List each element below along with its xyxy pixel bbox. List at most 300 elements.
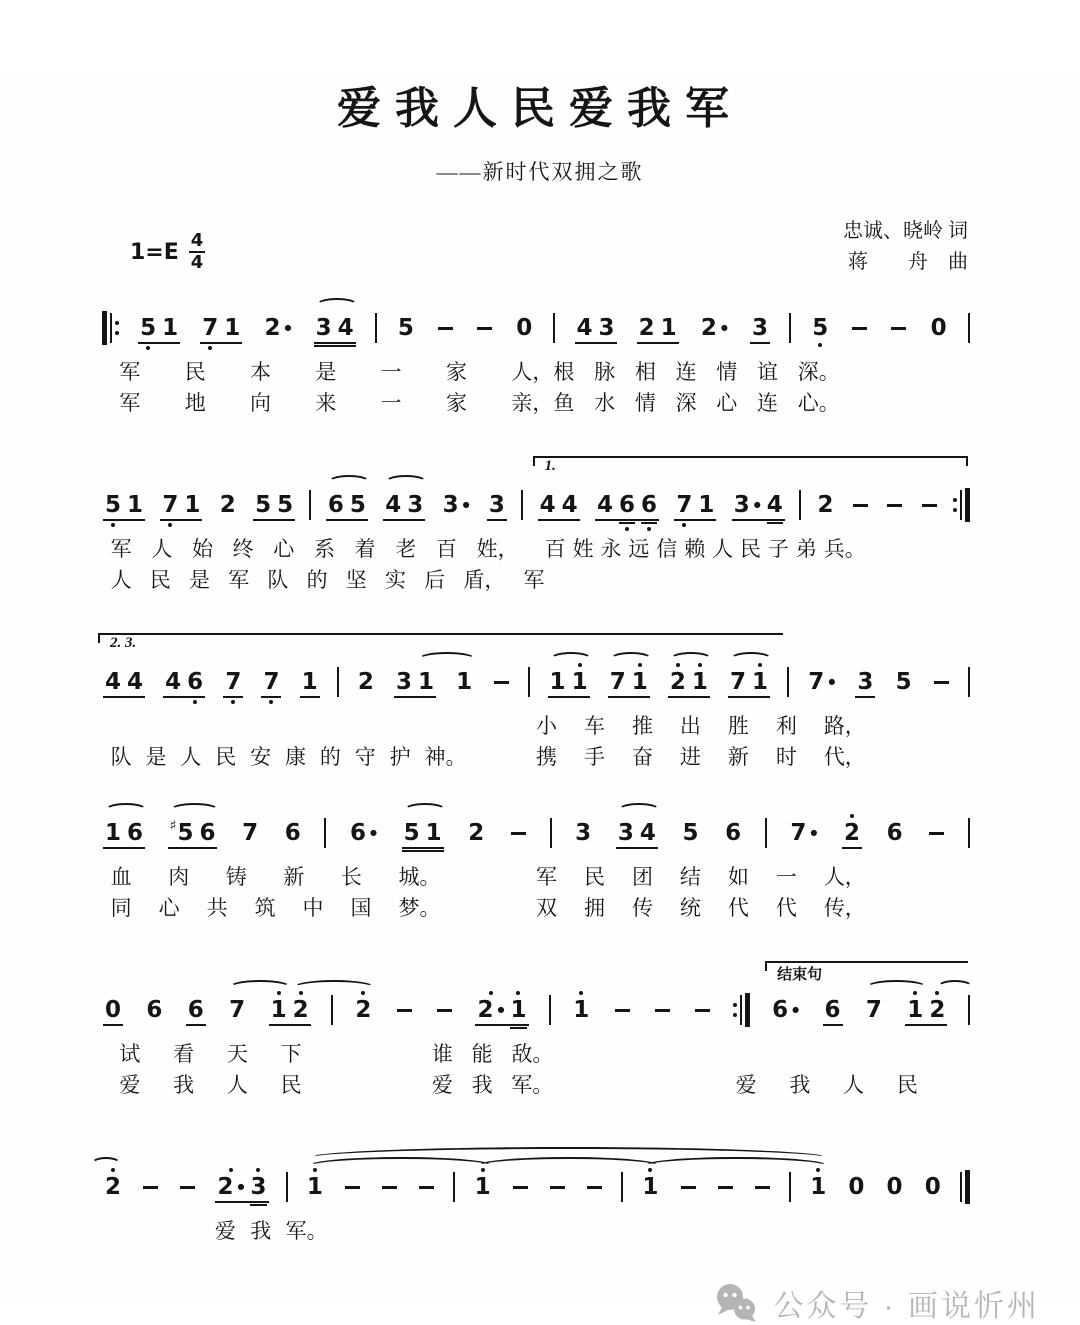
note-digit: 1 bbox=[270, 996, 287, 1023]
lyric-syllable: 一 bbox=[380, 391, 402, 415]
note-digit: 3 bbox=[442, 491, 459, 518]
note-group bbox=[382, 491, 426, 518]
beam-line bbox=[200, 342, 242, 344]
jianpu-note bbox=[547, 1186, 568, 1189]
note-group bbox=[841, 819, 863, 846]
note-digit: 2 bbox=[477, 996, 494, 1023]
slur-arc bbox=[418, 652, 476, 667]
note-digit: 2 bbox=[264, 314, 281, 341]
lyric-syllable: 心 bbox=[716, 391, 738, 415]
note-group bbox=[508, 832, 529, 835]
note-group bbox=[928, 314, 950, 341]
note-digit: 2 bbox=[355, 996, 372, 1023]
slur-arc bbox=[105, 803, 147, 817]
lyric-syllable: 连 bbox=[675, 360, 697, 384]
jianpu-note bbox=[715, 1186, 736, 1189]
song-subtitle: ——新时代双拥之歌 bbox=[436, 160, 644, 184]
duration-dash bbox=[438, 327, 453, 330]
note-digit: 3 bbox=[857, 668, 874, 695]
slur-arc bbox=[229, 980, 290, 995]
note-digit: 3 bbox=[250, 1173, 267, 1200]
barline-stroke bbox=[968, 818, 970, 848]
jianpu-note bbox=[404, 491, 426, 518]
lyric-syllable: 姓 bbox=[572, 537, 594, 561]
note-digit: 3 bbox=[575, 819, 592, 846]
lyric-syllable: 能 bbox=[471, 1042, 493, 1066]
note-digit: 4 bbox=[639, 819, 656, 846]
lyrics-phrase bbox=[432, 1038, 554, 1068]
note-group bbox=[355, 668, 377, 695]
note-group bbox=[394, 1009, 415, 1012]
lyric-syllable: 军 bbox=[228, 568, 250, 592]
beam-line bbox=[300, 696, 320, 698]
note-group bbox=[926, 832, 947, 835]
key-label: 1=E bbox=[130, 239, 179, 265]
dot bbox=[953, 498, 957, 502]
jianpu-note bbox=[382, 491, 404, 518]
note-group bbox=[919, 504, 940, 507]
duration-dash bbox=[695, 1009, 710, 1012]
jianpu-note bbox=[863, 996, 885, 1023]
jianpu-note bbox=[764, 491, 786, 518]
note-digit: 7 bbox=[263, 668, 280, 695]
lyric-syllable: 民 bbox=[280, 1073, 302, 1097]
note-digit: 1 bbox=[425, 819, 442, 846]
jianpu-note bbox=[574, 314, 596, 341]
music-system bbox=[102, 453, 970, 593]
beam-line bbox=[103, 519, 145, 521]
note-group bbox=[342, 1186, 363, 1189]
lyric-syllable: 是 bbox=[189, 568, 211, 592]
notes-row bbox=[102, 1161, 970, 1213]
jianpu-note bbox=[379, 1186, 400, 1189]
jianpu-note bbox=[814, 491, 836, 518]
jianpu-note bbox=[841, 819, 863, 846]
final-barline bbox=[960, 1170, 970, 1204]
barline-stroke bbox=[309, 490, 311, 520]
duration-dash bbox=[382, 1186, 397, 1189]
jianpu-note bbox=[629, 668, 651, 695]
note-digit: 1 bbox=[306, 1173, 323, 1200]
jianpu-note bbox=[260, 668, 282, 695]
barline-stroke bbox=[375, 313, 377, 343]
note-digit: 6 bbox=[886, 819, 903, 846]
lyric-syllable: 本 bbox=[250, 360, 272, 384]
lyric-syllable: 推 bbox=[631, 714, 653, 738]
note-group bbox=[434, 1009, 455, 1012]
jianpu-note bbox=[395, 314, 417, 341]
lyric-syllable: 信 bbox=[656, 537, 678, 561]
jianpu-note bbox=[849, 327, 870, 330]
octave-dot-high bbox=[638, 663, 642, 667]
note-group bbox=[395, 314, 417, 341]
jianpu-note bbox=[167, 818, 197, 846]
lyric-syllable: 城。 bbox=[398, 865, 441, 889]
note-group bbox=[639, 1173, 661, 1200]
jianpu-note bbox=[922, 1173, 944, 1200]
note-group bbox=[787, 819, 820, 846]
note-digit: 7 bbox=[676, 491, 693, 518]
lyric-syllable: 亲， bbox=[511, 391, 554, 415]
octave-dot-low bbox=[269, 700, 273, 704]
note-group bbox=[814, 491, 836, 518]
barline-stroke bbox=[740, 995, 742, 1025]
barline bbox=[521, 490, 523, 520]
jianpu-note bbox=[926, 832, 947, 835]
slur-arc bbox=[307, 1157, 495, 1176]
note-digit: 7 bbox=[242, 819, 259, 846]
note-group bbox=[102, 491, 146, 518]
lyric-syllable: 爱 bbox=[214, 1219, 236, 1243]
jianpu-note bbox=[221, 314, 243, 341]
note-group bbox=[465, 819, 487, 846]
beam-line bbox=[728, 696, 770, 698]
note-digit: 2 bbox=[817, 491, 834, 518]
lyric-syllable: 拥 bbox=[583, 896, 605, 920]
jianpu-note bbox=[749, 668, 771, 695]
jianpu-note: 7 ● bbox=[808, 668, 836, 695]
lyric-syllable: 军 bbox=[119, 391, 141, 415]
note-group bbox=[698, 314, 731, 341]
beam-line bbox=[616, 847, 658, 849]
lyrics-row bbox=[102, 531, 970, 562]
lyric-syllable: 脉 bbox=[594, 360, 616, 384]
octave-dot-low bbox=[168, 523, 172, 527]
note-digit: 2 bbox=[468, 819, 485, 846]
note-digit: 6 bbox=[284, 819, 301, 846]
note-group bbox=[845, 1173, 867, 1200]
lyric-syllable: 根 bbox=[553, 360, 575, 384]
jianpu-note bbox=[124, 491, 146, 518]
meter-denominator: 4 bbox=[190, 251, 204, 273]
duration-dash bbox=[934, 681, 949, 684]
note-digit: 1 bbox=[105, 819, 122, 846]
beam-line bbox=[905, 1024, 947, 1026]
lyric-syllable: 心 bbox=[273, 537, 295, 561]
jianpu-note bbox=[822, 996, 844, 1023]
note-group bbox=[615, 819, 659, 846]
lyric-syllable: 新 bbox=[727, 745, 749, 769]
jianpu-note bbox=[638, 491, 660, 518]
note-group bbox=[379, 1186, 400, 1189]
lyric-syllable: 长 bbox=[340, 865, 362, 889]
note-group bbox=[217, 491, 239, 518]
duration-dash bbox=[718, 1186, 733, 1189]
jianpu-note bbox=[140, 1186, 161, 1189]
barline bbox=[337, 667, 339, 697]
octave-dot-high bbox=[481, 1168, 485, 1172]
jianpu-note bbox=[472, 1173, 494, 1200]
lyric-syllable: 后 bbox=[424, 568, 446, 592]
lyric-syllable: 心 bbox=[158, 896, 180, 920]
lyric-syllable: 坚 bbox=[345, 568, 367, 592]
octave-dot-low bbox=[231, 700, 235, 704]
note-group bbox=[678, 1186, 699, 1189]
lyric-syllable: 是 bbox=[315, 360, 337, 384]
note-group bbox=[537, 491, 581, 518]
jianpu-note bbox=[393, 668, 415, 695]
jianpu-note bbox=[884, 1173, 906, 1200]
lyric-syllable: 地 bbox=[184, 391, 206, 415]
note-group bbox=[393, 668, 437, 695]
note-digit: 4 bbox=[385, 491, 402, 518]
note-group bbox=[904, 996, 948, 1023]
jianpu-note bbox=[596, 314, 618, 341]
slur-arc bbox=[475, 1157, 663, 1176]
lyric-syllable: 奋 bbox=[631, 745, 653, 769]
jianpu-note: 2 ● bbox=[264, 314, 292, 341]
beam-line bbox=[103, 696, 145, 698]
lyricist-credit: 忠诚、晓岭 词 bbox=[843, 220, 968, 242]
credits bbox=[843, 216, 968, 278]
barline-stroke bbox=[968, 995, 970, 1025]
note-digit: 2 bbox=[217, 1173, 234, 1200]
lyric-syllable: 情 bbox=[634, 391, 656, 415]
lyric-syllable: 情 bbox=[716, 360, 738, 384]
lyric-syllable: 人 bbox=[226, 1073, 248, 1097]
note-digit: 1 bbox=[698, 491, 715, 518]
lyric-syllable: 我 bbox=[250, 1219, 272, 1243]
lyrics-phrase bbox=[119, 1069, 301, 1099]
duration-dash bbox=[655, 1009, 670, 1012]
note-digit: 6 bbox=[127, 819, 144, 846]
lyric-syllable: 双 bbox=[536, 896, 557, 920]
lyric-syllable: 终 bbox=[232, 537, 254, 561]
barline-stroke bbox=[799, 490, 801, 520]
barline-stroke bbox=[110, 313, 112, 343]
lyric-syllable: 护 bbox=[389, 745, 411, 769]
volta-tick-right bbox=[966, 457, 968, 466]
jianpu-note bbox=[637, 819, 659, 846]
jianpu-note bbox=[678, 1186, 699, 1189]
note-digit: 0 bbox=[930, 314, 947, 341]
lyric-syllable: 民 bbox=[215, 745, 237, 769]
note-digit: 7 bbox=[609, 668, 626, 695]
note-digit: 1 bbox=[301, 668, 318, 695]
lyric-syllable: 代 bbox=[775, 896, 797, 920]
lyric-syllable: 人 bbox=[180, 745, 202, 769]
jianpu-note: 2 ● bbox=[214, 1176, 247, 1199]
lyric-syllable: 家 bbox=[446, 360, 467, 384]
note-digit: 5 bbox=[403, 819, 420, 846]
lyric-syllable: 百 bbox=[435, 537, 457, 561]
lyrics-phrase bbox=[545, 533, 866, 563]
note-group bbox=[347, 819, 380, 846]
note-digit: 6 bbox=[824, 996, 841, 1023]
barline bbox=[968, 313, 970, 343]
note-digit: 6 bbox=[350, 819, 367, 846]
beam-line bbox=[668, 696, 710, 698]
octave-dot-low bbox=[111, 523, 115, 527]
jianpu-note bbox=[199, 314, 221, 341]
note-group bbox=[727, 668, 771, 695]
jianpu-note bbox=[652, 1009, 673, 1012]
barline-stroke bbox=[324, 818, 326, 848]
octave-dot-high bbox=[489, 991, 493, 995]
jianpu-note bbox=[282, 819, 304, 846]
note-digit: 7 bbox=[808, 668, 825, 695]
beam-line bbox=[402, 850, 444, 852]
music-system bbox=[102, 807, 970, 921]
slur-arc bbox=[866, 980, 927, 995]
jianpu-note: 2 ● bbox=[700, 314, 728, 341]
lyric-syllable: 梦。 bbox=[398, 896, 441, 920]
sheet-music-page bbox=[0, 72, 1080, 1323]
lyric-syllable: 团 bbox=[631, 865, 653, 889]
jianpu-note bbox=[415, 668, 437, 695]
lyrics-row bbox=[102, 1036, 970, 1067]
note-group bbox=[850, 504, 871, 507]
jianpu-note bbox=[928, 314, 950, 341]
slur-arc bbox=[385, 475, 427, 489]
duration-dash bbox=[852, 327, 867, 330]
volta-bracket bbox=[765, 961, 968, 983]
lyric-syllable: 远 bbox=[628, 537, 650, 561]
song-title: 爱我人民爱我军 bbox=[337, 84, 743, 133]
beam-line bbox=[475, 1024, 528, 1026]
repeat-begin bbox=[102, 311, 119, 345]
notes-row bbox=[102, 635, 970, 708]
sharp-sign: ♯ bbox=[169, 818, 177, 834]
beam-line bbox=[326, 519, 368, 521]
note-digit: 2 bbox=[844, 819, 861, 846]
lyric-syllable: 人， bbox=[511, 360, 554, 384]
lyric-syllable: 民 bbox=[740, 537, 762, 561]
note-digit: 4 bbox=[561, 491, 578, 518]
jianpu-note bbox=[507, 996, 529, 1023]
note-group bbox=[304, 1173, 326, 1200]
volta-label: 1. bbox=[540, 458, 561, 475]
barline bbox=[553, 313, 555, 343]
beam-line bbox=[842, 847, 862, 849]
note-group bbox=[922, 1173, 944, 1200]
note-group bbox=[474, 327, 495, 330]
lyric-syllable: 民 bbox=[896, 1073, 918, 1097]
barline-stroke bbox=[331, 995, 333, 1025]
barline-stroke bbox=[521, 490, 523, 520]
octave-dot-high bbox=[229, 1168, 233, 1172]
note-digit: 5 bbox=[255, 491, 272, 518]
note-digit: 7 bbox=[162, 491, 179, 518]
note-digit: 4 bbox=[597, 491, 614, 518]
lyric-syllable: 鱼 bbox=[553, 391, 575, 415]
beam-line bbox=[163, 696, 205, 698]
note-group bbox=[636, 314, 680, 341]
jianpu-note bbox=[102, 668, 124, 695]
lyric-syllable: 家 bbox=[446, 391, 467, 415]
notes-row bbox=[102, 967, 970, 1036]
jianpu-note bbox=[239, 819, 261, 846]
lyric-syllable: 连 bbox=[757, 391, 779, 415]
barline-stroke bbox=[789, 1172, 791, 1202]
lyric-syllable: 军。 bbox=[285, 1219, 328, 1243]
repeat-end bbox=[733, 993, 750, 1027]
beam-line bbox=[383, 519, 425, 521]
lyrics-phrase bbox=[736, 1069, 918, 1099]
lyric-syllable: 进 bbox=[679, 745, 701, 769]
lyric-syllable: 老 bbox=[395, 537, 417, 561]
note-group bbox=[679, 819, 701, 846]
barline-stroke bbox=[453, 1172, 455, 1202]
notes-row bbox=[102, 302, 970, 354]
jianpu-note bbox=[268, 996, 290, 1023]
dot bbox=[733, 1003, 737, 1007]
note-digit: 2 bbox=[700, 314, 717, 341]
extra-beam bbox=[767, 522, 783, 524]
duration-dash bbox=[180, 1186, 195, 1189]
beam-line bbox=[823, 1024, 843, 1026]
note-group bbox=[102, 668, 146, 695]
lyrics-phrase bbox=[553, 387, 839, 417]
slur-arc bbox=[170, 803, 220, 817]
duration-dash bbox=[345, 1186, 360, 1189]
lyric-syllable: 安 bbox=[250, 745, 272, 769]
slur-arc bbox=[610, 652, 652, 666]
jianpu-note bbox=[809, 314, 831, 341]
note-group bbox=[167, 818, 219, 846]
note-group bbox=[102, 996, 124, 1023]
jianpu-note bbox=[752, 1186, 773, 1189]
jianpu-note bbox=[143, 996, 165, 1023]
lyric-syllable: 国 bbox=[350, 896, 372, 920]
beam-line bbox=[138, 342, 180, 344]
lyric-syllable: 爱 bbox=[119, 1073, 141, 1097]
note-group bbox=[143, 996, 165, 1023]
note-group bbox=[474, 996, 529, 1023]
octave-dot-low bbox=[647, 527, 651, 531]
lyric-syllable: 结 bbox=[679, 865, 701, 889]
beam-line bbox=[103, 1024, 123, 1026]
barline-stroke bbox=[528, 667, 530, 697]
duration-dash bbox=[437, 1009, 452, 1012]
barline-stroke bbox=[960, 490, 962, 520]
lyric-syllable: 始 bbox=[191, 537, 213, 561]
note-group bbox=[749, 314, 771, 341]
jianpu-note bbox=[931, 681, 952, 684]
jianpu-note bbox=[124, 819, 146, 846]
note-digit: 6 bbox=[199, 819, 216, 846]
lyric-syllable: 手 bbox=[583, 745, 605, 769]
jianpu-note bbox=[689, 668, 711, 695]
dot bbox=[733, 1013, 737, 1017]
note-group bbox=[491, 681, 512, 684]
note-digit: 1 bbox=[642, 1173, 659, 1200]
lyric-syllable: 神。 bbox=[424, 745, 467, 769]
note-group bbox=[863, 996, 885, 1023]
lyric-syllable: 水 bbox=[594, 391, 616, 415]
meter-numerator: 4 bbox=[190, 230, 204, 251]
beam-line bbox=[269, 1024, 311, 1026]
slur-arc bbox=[618, 803, 660, 817]
beam-line bbox=[103, 847, 145, 849]
beam-line bbox=[186, 1024, 206, 1026]
slur-arc bbox=[316, 298, 358, 312]
octave-dot-high bbox=[277, 991, 281, 995]
jianpu-note bbox=[679, 819, 701, 846]
note-group bbox=[401, 819, 445, 846]
note-digit: 1 bbox=[810, 1173, 827, 1200]
note-group bbox=[607, 668, 651, 695]
lyric-syllable: 筑 bbox=[254, 896, 276, 920]
barline bbox=[787, 667, 789, 697]
lyrics-phrase bbox=[111, 533, 519, 563]
jianpu-note bbox=[313, 314, 335, 341]
repeat-end bbox=[953, 488, 970, 522]
note-digit: 1 bbox=[573, 996, 590, 1023]
lyric-syllable: 时 bbox=[775, 745, 797, 769]
lyric-syllable: 如 bbox=[727, 865, 749, 889]
jianpu-note bbox=[884, 819, 906, 846]
